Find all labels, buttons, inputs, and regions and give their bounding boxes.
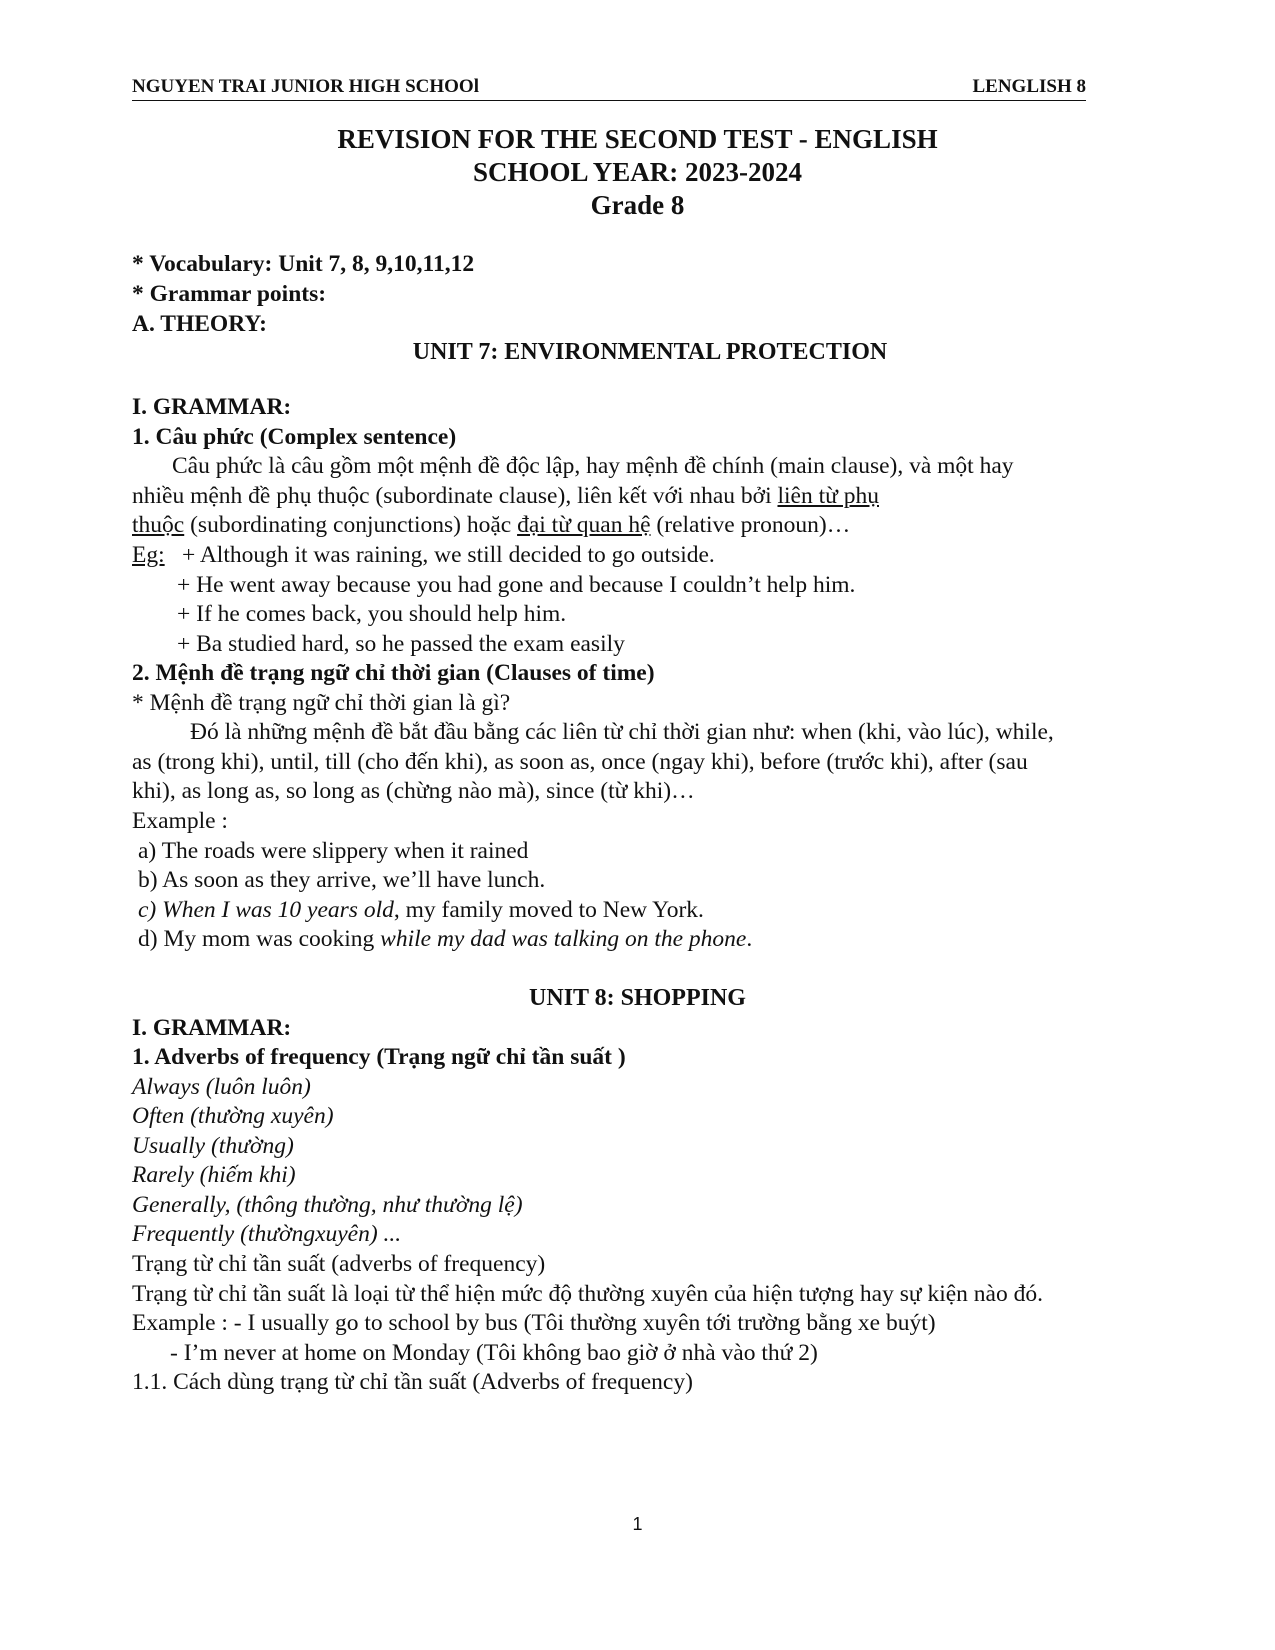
adverb-generally: Generally, (thông thường, như thường lệ) (132, 1192, 523, 1218)
unit8-grammar-heading: I. GRAMMAR: (132, 1015, 292, 1041)
title-line-1: REVISION FOR THE SECOND TEST - ENGLISH (337, 124, 938, 154)
underlined-term: đại từ quan hệ (517, 512, 651, 538)
school-name: NGUYEN TRAI JUNIOR HIGH SCHOOl (132, 76, 479, 97)
clauses-question: * Mệnh đề trạng ngữ chỉ thời gian là gì? (132, 690, 511, 716)
page-number: 1 (632, 1514, 643, 1534)
paragraph-2-line-2: as (trong khi), until, till (cho đến khi), as soon as, once (ngay khi), before (trước khi), after (sau (132, 749, 1028, 775)
underlined-term: liên từ phụ (777, 483, 879, 509)
theory-heading: A. THEORY: (132, 311, 267, 337)
unit7-heading: UNIT 7: ENVIRONMENTAL PROTECTION (412, 339, 888, 365)
adverbs-definition: Trạng từ chỉ tần suất là loại từ thể hiện mức độ thường xuyên của hiện tượng hay sự kiện nào đó. (132, 1281, 1043, 1307)
unit8-heading: UNIT 8: SHOPPING (529, 985, 746, 1011)
adverb-rarely: Rarely (hiếm khi) (132, 1162, 296, 1188)
example-c: c) When I was 10 years old, my family moved to New York. (138, 897, 704, 923)
paragraph-2-line-3: khi), as long as, so long as (chừng nào mà), since (từ khi)… (132, 778, 695, 804)
example-label: Example : (132, 808, 228, 834)
clauses-of-time-heading: 2. Mệnh đề trạng ngữ chỉ thời gian (Clauses of time) (132, 660, 655, 686)
example-2: + He went away because you had gone and because I couldn’t help him. (177, 572, 856, 598)
adverb-usually: Usually (thường) (132, 1133, 294, 1159)
adverbs-definition-title: Trạng từ chỉ tần suất (adverbs of frequency) (132, 1251, 546, 1277)
paragraph-1-line-3: thuộc (subordinating conjunctions) hoặc đại từ quan hệ (relative pronoun)… (132, 512, 851, 538)
complex-sentence-heading: 1. Câu phức (Complex sentence) (132, 424, 457, 450)
subject-label: LENGLISH 8 (972, 76, 1086, 97)
adverbs-heading: 1. Adverbs of frequency (Trạng ngữ chỉ tần suất ) (132, 1044, 626, 1070)
example-4: + Ba studied hard, so he passed the exam easily (177, 631, 625, 657)
example-a: a) The roads were slippery when it rained (138, 838, 529, 864)
example-3: + If he comes back, you should help him. (177, 601, 567, 627)
paragraph-2-line-1: Đó là những mệnh đề bắt đầu bằng các liên từ chỉ thời gian như: when (khi, vào lúc), while, (190, 719, 1054, 745)
paragraph-1-line-2: nhiều mệnh đề phụ thuộc (subordinate clause), liên kết với nhau bởi liên từ phụ (132, 483, 879, 509)
adverb-always: Always (luôn luôn) (132, 1074, 311, 1100)
adverb-frequently: Frequently (thườngxuyên) ... (132, 1221, 402, 1247)
example-1: + Although it was raining, we still decided to go outside. (182, 542, 715, 568)
unit7-grammar-heading: I. GRAMMAR: (132, 394, 292, 420)
example-d: d) My mom was cooking while my dad was talking on the phone. (138, 926, 753, 952)
adverb-often: Often (thường xuyên) (132, 1103, 334, 1129)
adverbs-example-2: - I’m never at home on Monday (Tôi không bao giờ ở nhà vào thứ 2) (170, 1340, 818, 1366)
paragraph-1-line-1: Câu phức là câu gồm một mệnh đề độc lập, hay mệnh đề chính (main clause), và một hay (172, 453, 1014, 479)
grammar-points-line: * Grammar points: (132, 281, 327, 307)
page-header (132, 74, 1086, 101)
title-line-2: SCHOOL YEAR: 2023-2024 (472, 157, 803, 187)
vocabulary-line: * Vocabulary: Unit 7, 8, 9,10,11,12 (132, 251, 475, 277)
adverbs-usage-heading: 1.1. Cách dùng trạng từ chỉ tần suất (Adverbs of frequency) (132, 1369, 693, 1395)
adverbs-example-1: Example : - I usually go to school by bus (Tôi thường xuyên tới trường bằng xe buýt) (132, 1310, 936, 1336)
title-line-3: Grade 8 (590, 190, 685, 220)
eg-label: Eg: (132, 542, 165, 568)
example-b: b) As soon as they arrive, we’ll have lunch. (138, 867, 546, 893)
